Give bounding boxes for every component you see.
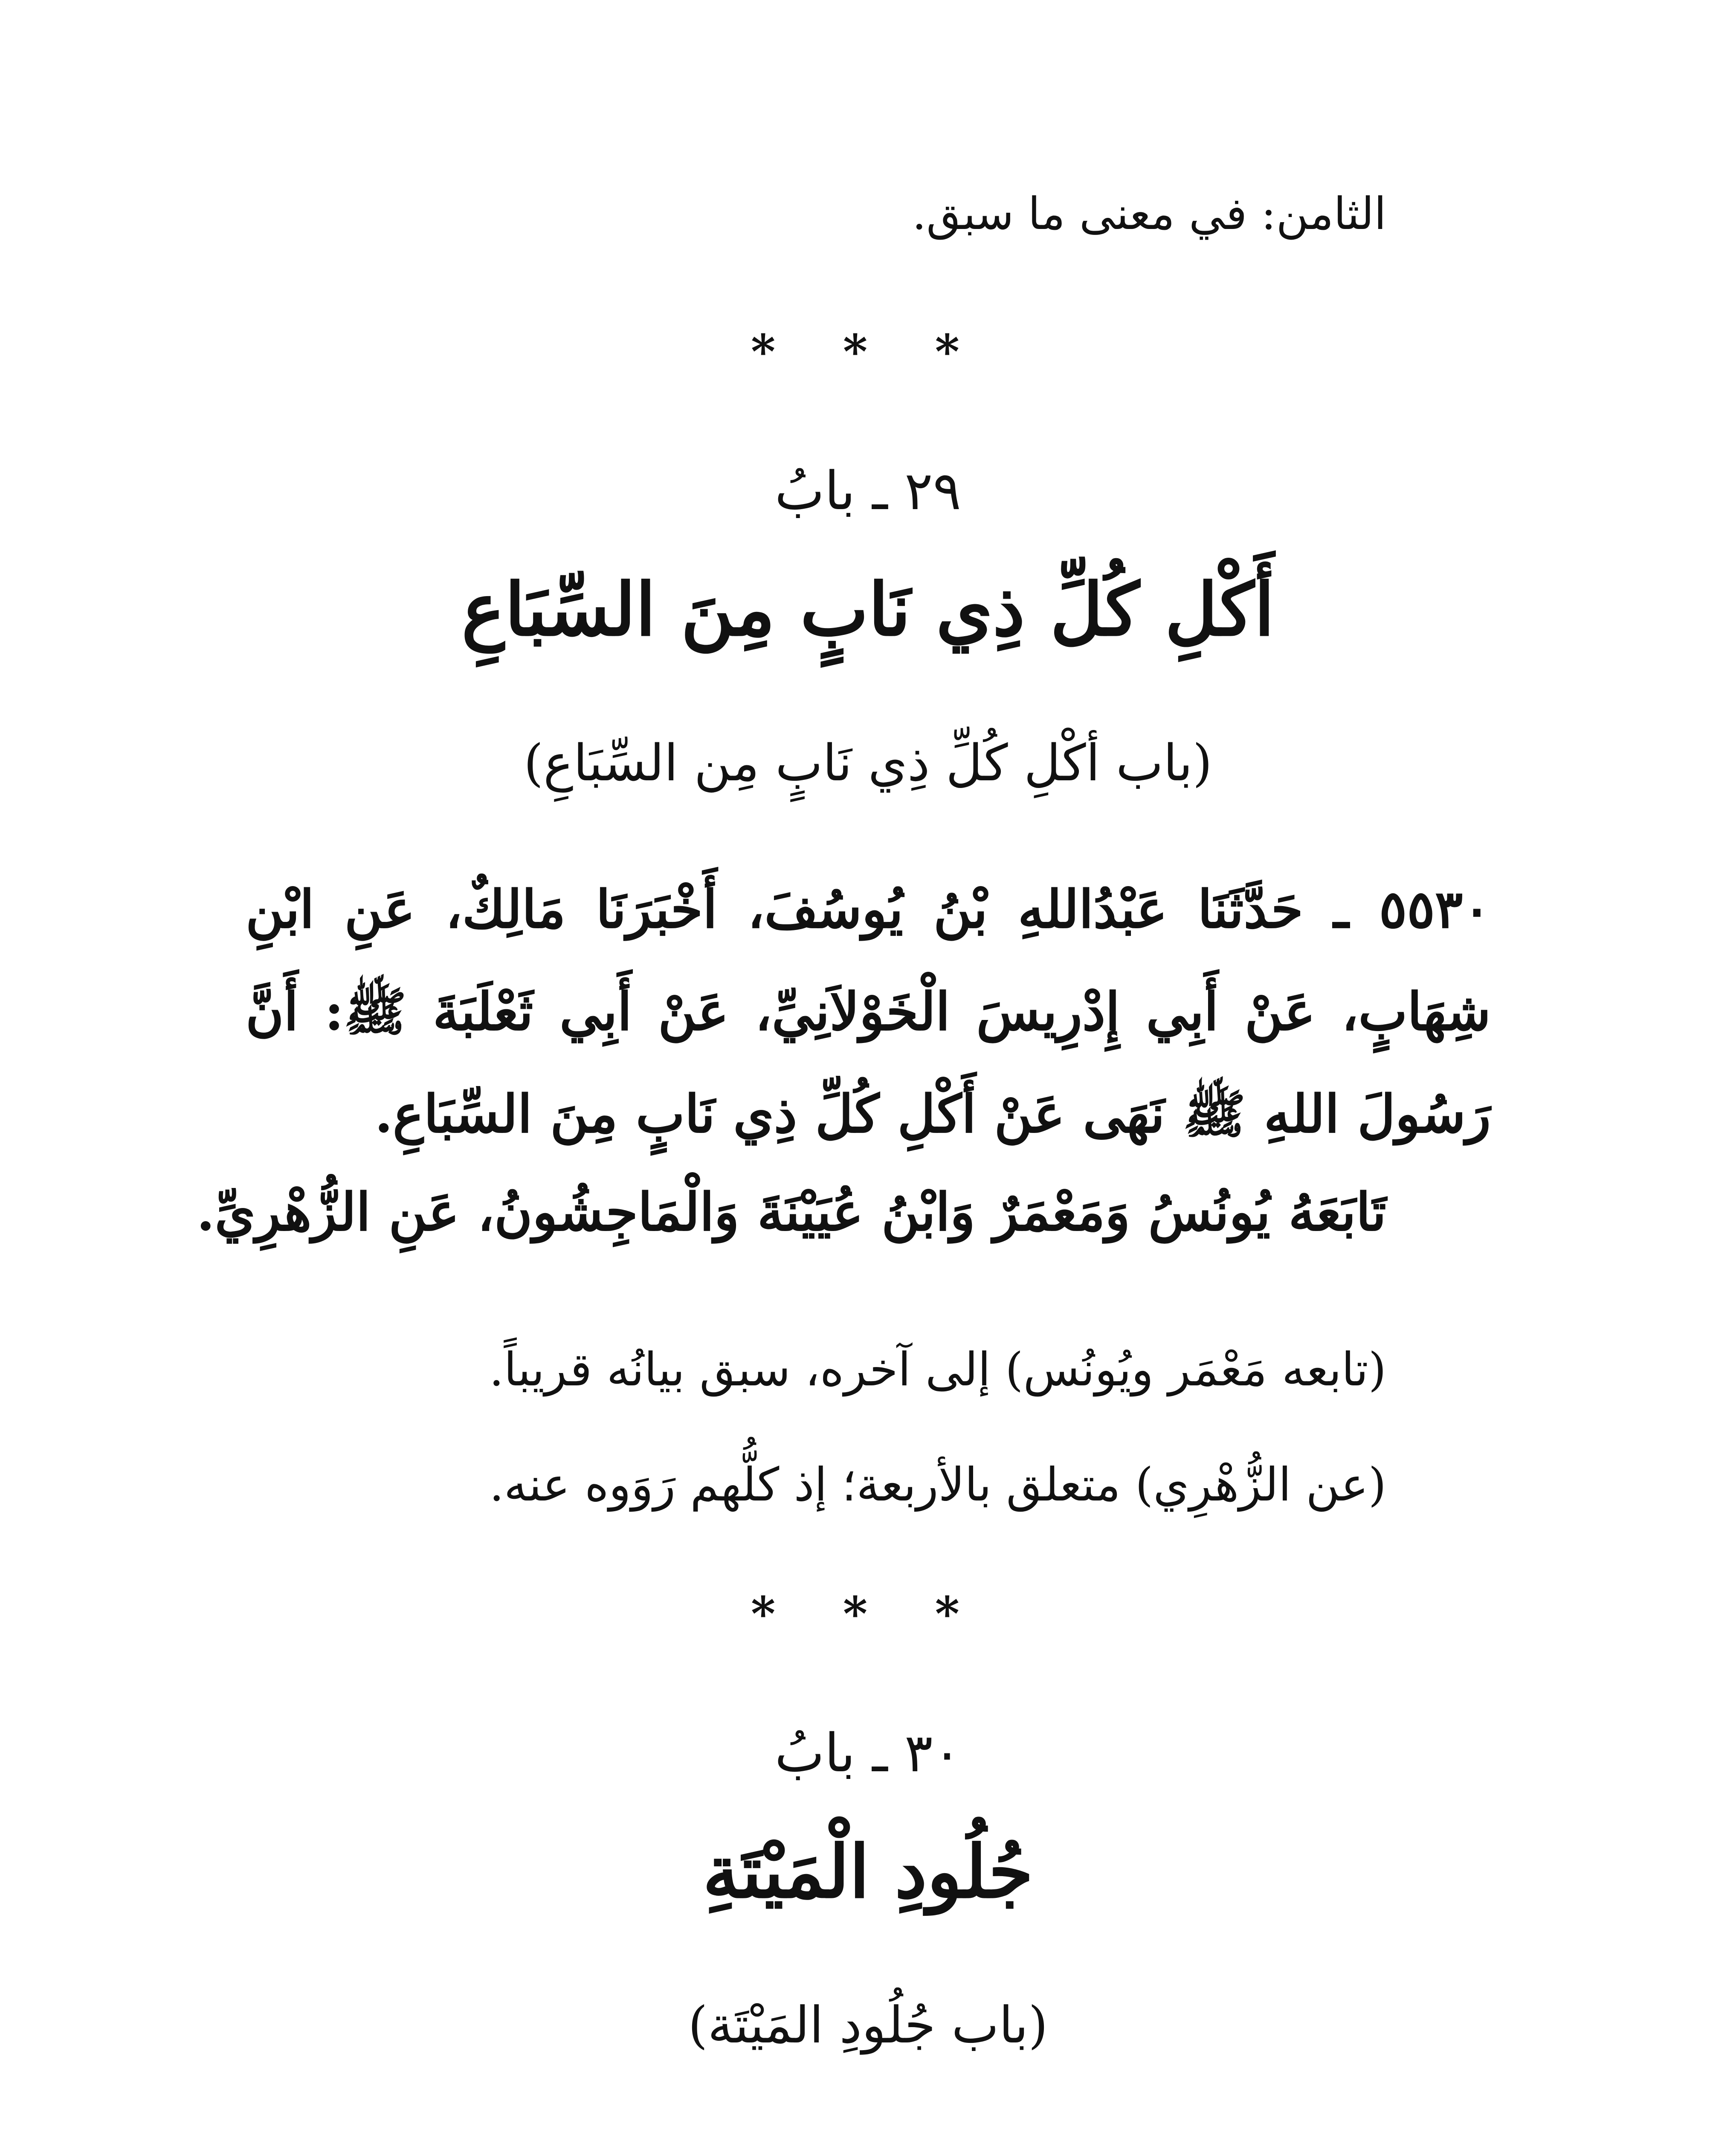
hadith-5530-line-2: شِهَابٍ، عَنْ أَبِي إِدْرِيسَ الْخَوْلاَنِيِّ، عَنْ أَبِي ثَعْلَبَةَ ﷺ: أَنَّ xyxy=(246,981,1491,1042)
chapter-29-number: ٢٩ ـ بابُ xyxy=(774,461,962,522)
hadith-5530-line-4: تَابَعَهُ يُونُسُ وَمَعْمَرٌ وَابْنُ عُيَيْنَةَ وَالْمَاجِشُونُ، عَنِ الزُّهْرِيِّ. xyxy=(197,1181,1386,1243)
commentary-5530-line-2: (عن الزُّهْرِي) متعلق بالأربعة؛ إذ كلُّهم رَوَوه عنه. xyxy=(489,1458,1386,1512)
chapter-29-title: أَكْلِ كُلِّ ذِي نَابٍ مِنَ السِّبَاعِ xyxy=(461,567,1275,652)
chapter-30-number: ٣٠ ـ بابُ xyxy=(774,1723,962,1784)
hadith-5530-line-3: رَسُولَ اللهِ ﷺ نَهَى عَنْ أَكْلِ كُلِّ ذِي نَابٍ مِنَ السِّبَاعِ. xyxy=(374,1083,1491,1144)
hadith-5530-line-1: ٥٥٣٠ ـ حَدَّثَنَا عَبْدُاللهِ بْنُ يُوسُفَ، أَخْبَرَنَا مَالِكٌ، عَنِ ابْنِ xyxy=(246,878,1491,940)
chapter-30-subtitle: (باب جُلُودِ المَيْتَة) xyxy=(688,1996,1048,2054)
separator-2: * * * xyxy=(751,1586,985,1641)
chapter-29-subtitle: (باب أكْلِ كُلِّ ذِي نَابٍ مِن السِّبَاعِ) xyxy=(524,733,1212,792)
separator-1: * * * xyxy=(751,324,985,379)
intro-line: الثامن: في معنى ما سبق. xyxy=(912,188,1386,240)
commentary-5530-line-1: (تابعه مَعْمَر ويُونُس) إلى آخره، سبق بيانُه قريباً. xyxy=(489,1343,1386,1396)
chapter-30-title: جُلُودِ الْمَيْتَةِ xyxy=(702,1829,1034,1915)
